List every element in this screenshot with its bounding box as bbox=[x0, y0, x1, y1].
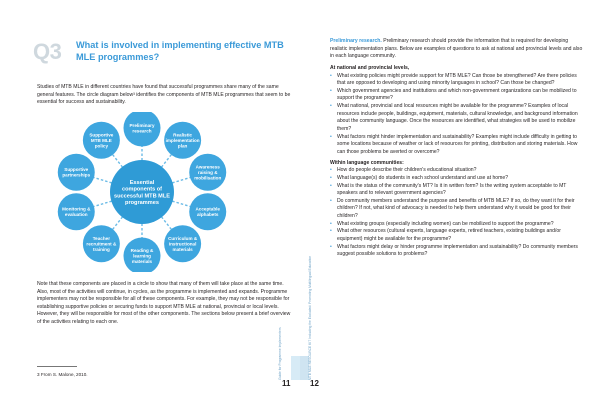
diagram-node-label: Monitoring & evaluation bbox=[62, 206, 91, 218]
question-item: • What factors might delay or hinder programme implementation and sustainability? Do community members suggest possible solutions to problems? bbox=[330, 244, 585, 259]
lead-text: Preliminary research should provide the information that is required for developing realistic implementation plans. Below are examples of questions to ask at national and provincial levels and also in each language community. bbox=[330, 38, 583, 60]
footnote-divider bbox=[37, 366, 77, 367]
question-item: • What factors might hinder implementation and sustainability? Examples might include difficulty in getting to some locations because of weather or lack of resources for printing, distribution and storing materials. How can those problems be averted or overcome? bbox=[330, 134, 585, 157]
diagram-node-label: Supportive MTB MLE policy bbox=[89, 132, 114, 149]
question-number: Q3 bbox=[33, 39, 62, 64]
diagram-node-label: Awareness raising & mobilisation bbox=[194, 164, 222, 181]
national-questions-list bbox=[330, 73, 585, 157]
components-circle-diagram bbox=[37, 112, 287, 272]
diagram-node bbox=[189, 193, 226, 230]
question-item: • What existing groups (especially including women) can be mobilized to support the programme? bbox=[330, 221, 585, 229]
diagram-node bbox=[83, 225, 120, 262]
lead-paragraph bbox=[330, 38, 585, 61]
diagram-node bbox=[83, 122, 120, 159]
community-questions-list bbox=[330, 167, 585, 259]
diagram-node bbox=[124, 112, 161, 147]
diagram-center bbox=[110, 160, 174, 224]
lead-label: Preliminary research. bbox=[330, 38, 382, 44]
side-label-left: Guide for Programme Implementers bbox=[278, 327, 282, 380]
footnote: 3 From S. Malone, 2010. bbox=[37, 372, 88, 377]
diagram-node-label: Teacher recruitment & training bbox=[86, 235, 117, 252]
diagram-node bbox=[189, 154, 226, 191]
page-number-left: 11 bbox=[282, 379, 291, 388]
diagram-node bbox=[164, 122, 201, 159]
question-item: • What existing policies might provide support for MTB MLE? Can those be strengthened? Are there policies that are opposed to developing and using minority languages in school? Can those be changed? bbox=[330, 73, 585, 88]
national-levels-heading: At national and provincial levels, bbox=[330, 64, 410, 71]
spine-block-left bbox=[291, 356, 300, 380]
page-number-right: 12 bbox=[310, 379, 319, 388]
diagram-node-label: Acceptable alphabets bbox=[195, 206, 220, 218]
question-item: • How do people describe their children's educational situation? bbox=[330, 167, 585, 175]
diagram-node bbox=[164, 225, 201, 262]
question-item: • What language(s) do students in each school understand and use at home? bbox=[330, 175, 585, 183]
section-title: What is involved in implementing effective MTB MLE programmes? bbox=[76, 40, 284, 62]
question-item: • Which government agencies and institutions and which non-government organizations can be mobilized to support the programme? bbox=[330, 88, 585, 103]
diagram-node-label: Preliminary research bbox=[129, 122, 155, 134]
diagram-node-label: Supportive partnerships bbox=[62, 167, 91, 178]
right-page bbox=[300, 0, 600, 402]
community-heading: Within language communities: bbox=[330, 159, 404, 166]
diagram-center-label: Essential components of successful MTB MLE programmes bbox=[114, 179, 170, 207]
body-paragraph: Note that these components are placed in a circle to show that many of them will take place at the same time. Also, most of the activities will continue, in cycles, as the programme is implemented and expands. Programme implementers may not be responsible for all of these components. For example, they may not be responsible for establishing supportive policies or securing funds to support MTB MLE at national, provincial or local levels. However, they will be responsible for most of the other components. The sections below present a brief overview of the activities relating to each one. bbox=[37, 281, 291, 325]
intro-paragraph: Studies of MTB MLE in different countries have found that successful programmes share many of the same general features. The circle diagram below³ identifies the components of MTB MLE programmes that seem to be essential for success and sustainability. bbox=[37, 84, 291, 106]
question-item: • Do community members understand the purpose and benefits of MTB MLE? If so, do they want it for their children? If not, what kind of advocacy is needed to help them understand why it would be good for their children? bbox=[330, 198, 585, 221]
right-page-content bbox=[330, 38, 585, 259]
question-item: • What other resources (cultural experts, language experts, retired teachers, existing buildings and/or equipment) might be available for the programme? bbox=[330, 228, 585, 243]
diagram-node-label: Curriculum & instructional materials bbox=[168, 235, 198, 252]
question-item: • What is the status of the community's MT? Is it in written form? Is the writing system acceptable to MT speakers and to relevant government agencies? bbox=[330, 183, 585, 198]
question-item: • What national, provincial and local resources might be available for the programme? Examples of local resources include people, buildings, equipment, materials, cultural knowledge, and background information about the community language. Once the resources are identified, what strategies will be used to mobilize them? bbox=[330, 103, 585, 134]
diagram-node-label: Realistic implementation plan bbox=[165, 132, 200, 149]
diagram-node-label: Reading & learning materials bbox=[130, 248, 154, 265]
side-label-right: MTB MLE RESOURCE KIT Including the Excluded: Promoting Multilingual Education bbox=[308, 255, 312, 380]
diagram-node bbox=[58, 154, 95, 191]
diagram-node bbox=[58, 193, 95, 230]
diagram-node bbox=[124, 238, 161, 273]
